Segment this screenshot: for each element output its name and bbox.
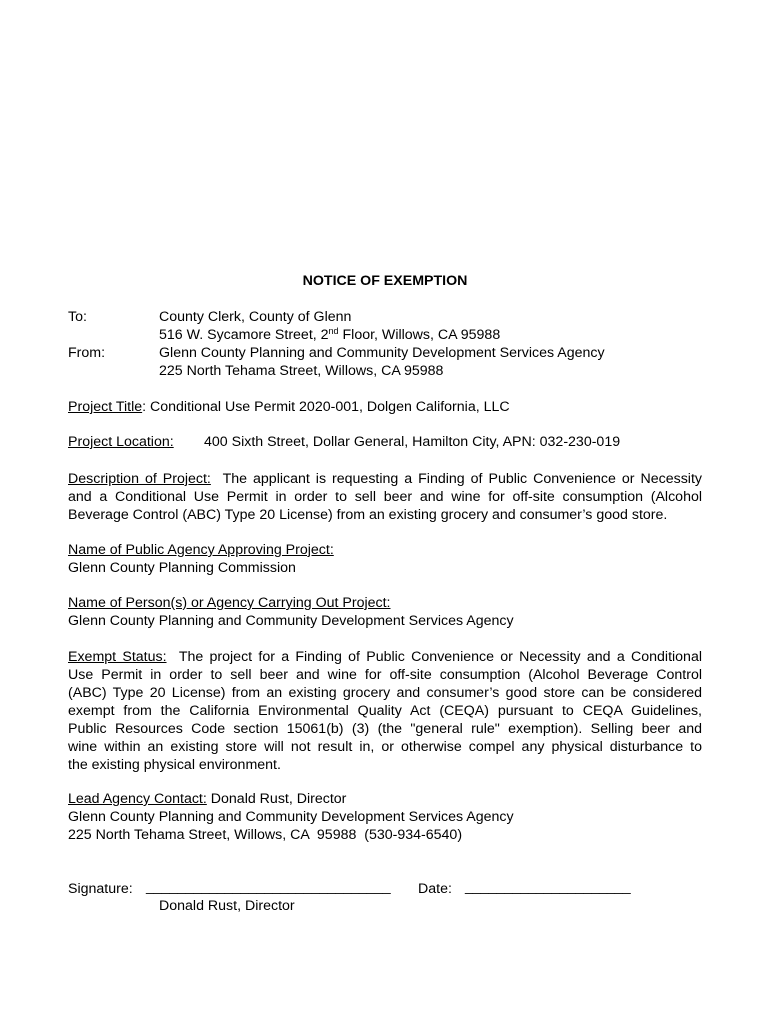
exempt-line-2: Use Permit in order to sell beer and wine for off-site consumption (Alcohol Beverage Control (68, 667, 702, 683)
exempt-status-label: Exempt Status: (68, 649, 167, 665)
description-line-3: Beverage Control (ABC) Type 20 License) from an existing grocery and consumer’s good store. (68, 507, 668, 523)
signature-label: Signature: (68, 881, 133, 897)
approving-agency-value: Glenn County Planning Commission (68, 560, 296, 576)
exempt-line-7: the existing physical environment. (68, 757, 281, 773)
lead-contact-agency: Glenn County Planning and Community Development Services Agency (68, 809, 514, 825)
carrying-out-value: Glenn County Planning and Community Development Services Agency (68, 613, 514, 629)
description-label: Description of Project: (68, 471, 211, 487)
to-line-1: County Clerk, County of Glenn (159, 309, 352, 325)
from-label: From: (68, 345, 106, 361)
project-title-label: Project Title (68, 399, 143, 415)
project-title-value: Conditional Use Permit 2020-001, Dolgen California, LLC (150, 399, 510, 415)
exempt-line-1: Exempt Status: The project for a Finding of Public Convenience or Necessity and a Conditional (68, 649, 702, 665)
signer-name: Donald Rust, Director (159, 898, 295, 914)
project-title-sep: : (142, 399, 151, 415)
approving-agency-label: Name of Public Agency Approving Project: (68, 542, 334, 558)
to-line-2-post: Floor, Willows, CA 95988 (338, 327, 501, 343)
to-line-2-sup: nd (328, 326, 339, 336)
exempt-line-4: exempt from the California Environmental Quality Act (CEQA) pursuant to CEQA Guidelines, (68, 703, 702, 719)
lead-contact-row (68, 790, 346, 808)
carrying-out-label: Name of Person(s) or Agency Carrying Out Project: (68, 595, 391, 611)
exempt-status-paragraph (68, 648, 702, 774)
from-line-1: Glenn County Planning and Community Development Services Agency (159, 345, 605, 361)
to-label: To: (68, 309, 87, 325)
description-line-2: and a Conditional Use Permit in order to sell beer and wine for off-site consumption (Alcohol (68, 489, 702, 505)
project-title-row (68, 398, 510, 416)
project-location-label: Project Location: (68, 434, 174, 450)
lead-contact-address: 225 North Tehama Street, Willows, CA 95988 (530-934-6540) (68, 827, 463, 843)
to-line-2-pre: 516 W. Sycamore Street, 2 (159, 327, 329, 343)
from-line-2: 225 North Tehama Street, Willows, CA 95988 (159, 363, 444, 379)
to-line-2 (159, 326, 500, 344)
signature-line: _______________________________ (146, 879, 391, 895)
description-line-1: Description of Project: The applicant is requesting a Finding of Public Convenience or Necessity (68, 471, 702, 487)
exempt-line-6: wine within an existing store will not result in, or otherwise compel any physical disturbance to (68, 739, 702, 755)
date-label: Date: (418, 881, 452, 897)
lead-contact-label: Lead Agency Contact: (68, 791, 207, 807)
exempt-line-5: Public Resources Code section 15061(b) (3) (the "general rule" exemption). Selling beer and (68, 721, 702, 737)
date-line: _____________________ (465, 879, 631, 895)
document-title: NOTICE OF EXEMPTION (302, 273, 468, 289)
description-paragraph (68, 470, 702, 524)
project-location-value: 400 Sixth Street, Dollar General, Hamilton City, APN: 032-230-019 (204, 434, 621, 450)
lead-contact-name: Donald Rust, Director (210, 791, 347, 807)
exempt-line-3: (ABC) Type 20 License) from an existing grocery and consumer’s good store can be considered (68, 685, 702, 701)
